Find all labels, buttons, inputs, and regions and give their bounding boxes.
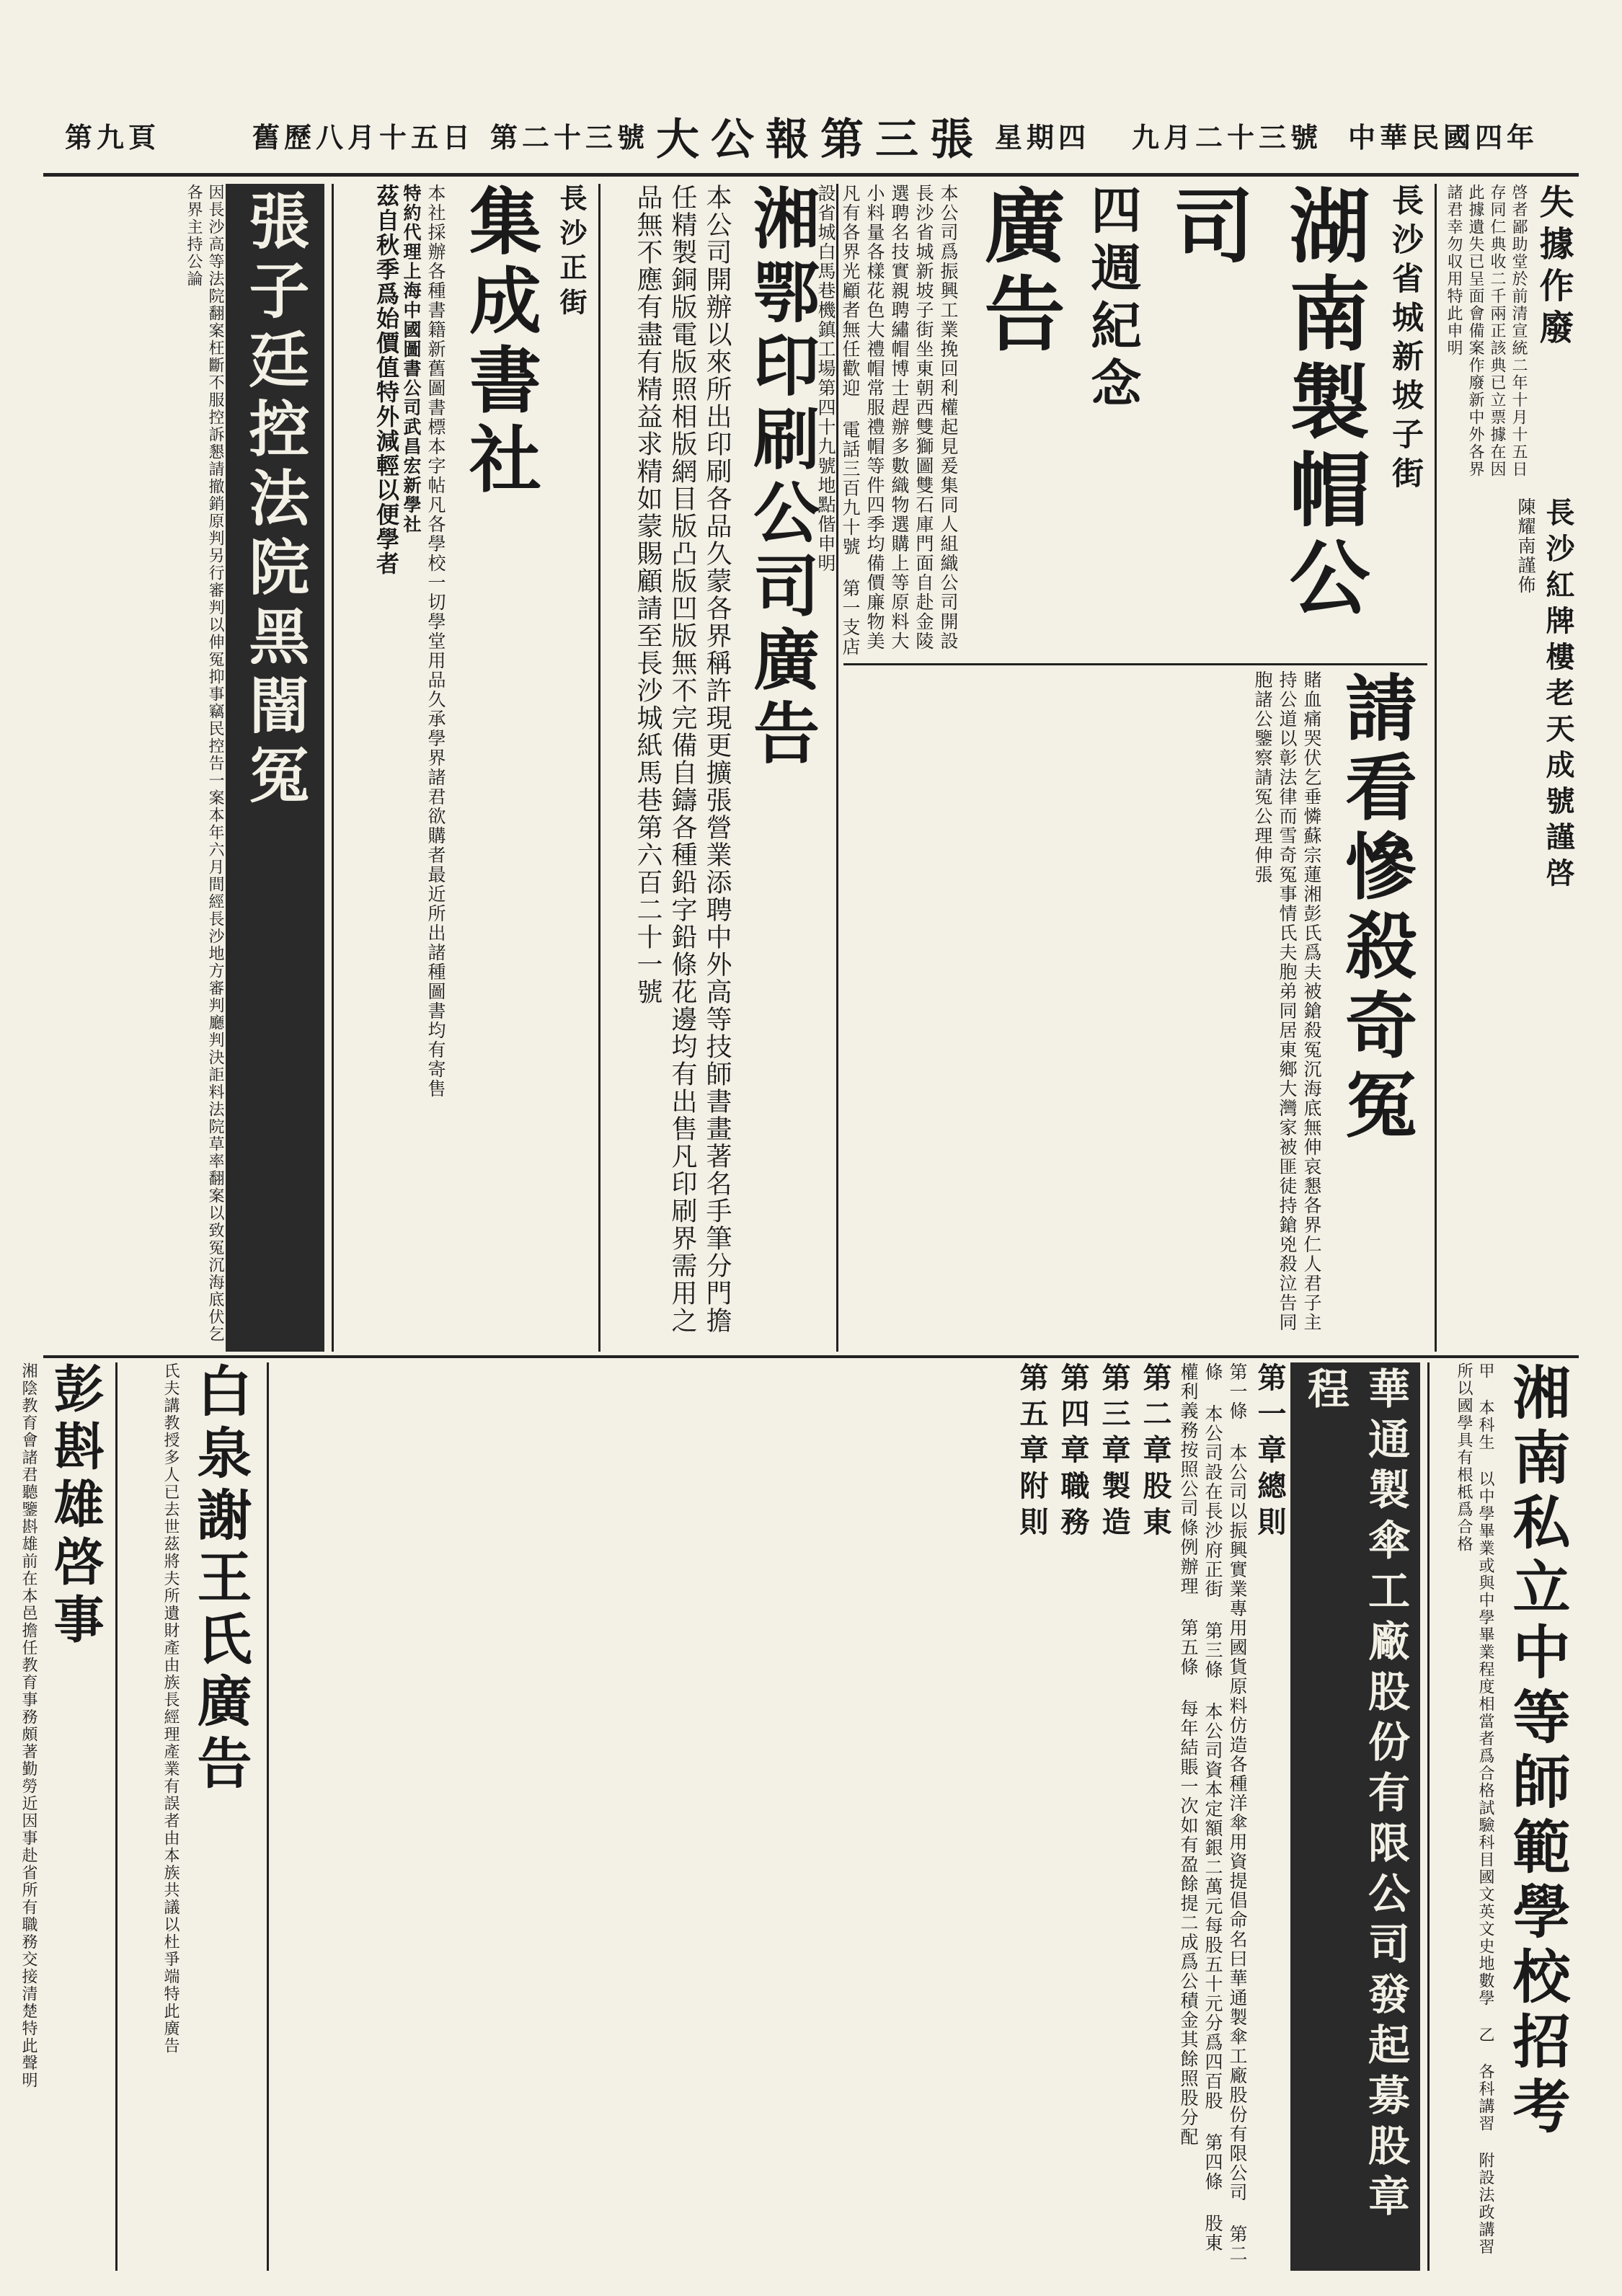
hat-anniv: 四週紀念 (1083, 184, 1143, 415)
date: 九月二十三號 (1132, 121, 1323, 154)
lunar-date: 舊歷八月十五日 (252, 121, 475, 154)
peng-notice (19, 1362, 112, 2271)
umbrella-body: 第一條 本公司以振興實業專用國貨原料仿造各種洋傘用資提倡命名曰華通製傘工廠股份有限公司 第二條 本公司設在長沙府正街 第三條 本公司資本定額銀二萬元每股五十元分爲四百股 第四條 股東權利義務按照公司條例辦理 第五條 每年結賬一次如有盈餘提二成爲公積金其餘照股分配 (1178, 1362, 1248, 2264)
divider-hat (843, 663, 1427, 665)
please-see-title: 請看慘殺奇冤 (1333, 670, 1418, 1146)
umbrella-ch3: 第三章製造 (1097, 1362, 1131, 1543)
lost-notice-body: 啓者鄙助堂於前清宣統二年十月十五日存同仁典收二千兩正該典已立票據在因此據遺失已呈面會備案作廢新中外各界諸君幸勿収用特此申明 (1445, 184, 1528, 478)
hat-ad-word: 廣告 (971, 184, 1065, 360)
printing-ad (606, 184, 829, 1352)
umbrella-ch1: 第一章總則 (1253, 1362, 1287, 1543)
middle-rule (43, 1355, 1579, 1358)
divider-lower-right (1427, 1362, 1430, 2271)
umbrella-ch4: 第四章職務 (1056, 1362, 1090, 1543)
umbrella-charter (274, 1362, 1420, 2271)
paper-name: 大公報第三張 (656, 115, 985, 165)
divider-right (1435, 184, 1437, 1352)
books-agents: 特約代理上海中國圖書公司武昌宏新學社 (401, 184, 422, 534)
umbrella-title: 華通製傘工廠股份有限公司發起募股章程 (1290, 1362, 1420, 2271)
umbrella-ch5: 第五章附則 (1015, 1362, 1049, 1543)
umbrella-ch2: 第二章股東 (1138, 1362, 1172, 1543)
header-rule (43, 173, 1579, 177)
please-see-ad (843, 670, 1427, 1348)
bai-notice-title: 白泉謝王氏廣告 (188, 1362, 252, 1796)
divider-lower-left (115, 1362, 118, 2271)
teacher-school-title: 湘南私立中等師範學校招考 (1503, 1362, 1571, 2141)
issue-number: 第二十三號 (490, 121, 650, 154)
books-note: 茲自秋季爲始價值特外減輕以便學者 (373, 184, 400, 576)
hat-company-body: 本公司爲振興工業挽回利權起見爰集同人組織公司開設長沙省城新坡子街坐東朝西雙獅圖雙石庫門面自赴金陵選聘名技實親聘繡帽博士趕辦多數織物選購上等原料大小料量各樣花色大禮帽常服禮帽等件四季均備價廉物美凡有各界光顧者無任歡迎 電話三百九十號 第一支店設省城白馬巷機鎮工場第四十九號地點偕申明 (815, 184, 959, 657)
please-see-body: 賭血痛哭伏乞垂憐蘇宗蓮湘彭氏爲夫被鎗殺冤沉海底無伸哀懇各界仁人君子主持公道以彰法律而雪奇冤事情氏夫胞弟同居東鄉大灣家被匪徒持鎗兇殺泣告同胞諸公鑒察請冤公理伸張 (1252, 670, 1322, 1332)
weekday: 星期四 (995, 121, 1091, 154)
shop-notice (1442, 497, 1579, 1334)
books-title: 集成書社 (457, 184, 542, 501)
divider-mid (836, 184, 838, 1352)
hat-location: 長沙省城新坡子街 (1386, 184, 1423, 495)
law-title: 張子廷控法院黑闇冤 (226, 184, 324, 1352)
masthead (65, 108, 1564, 166)
law-body: 因長沙高等法院翻案枉斷不服控訴懇請撤銷原判另行審判以伸冤抑事竊民控告一案本年六月間經長沙地方審判廳判決詎料法院草率翻案以致冤沉海底伏乞各界主持公論 (185, 184, 224, 1343)
peng-notice-body: 湘陰教育會諸君聽鑒斟雄前在本邑擔任教育事務頗著勤勞近因事赴省所有職務交接清楚特此聲明 (19, 1362, 37, 2089)
teacher-school-body: 甲 本科生 以中學畢業或與中學畢業程度相當者爲合格試驗科目國文英文史地數學 乙 各科講習 附設法政講習所以國學具有根柢爲合格 (1455, 1362, 1494, 2256)
law-ad (43, 184, 324, 1352)
bai-notice-body: 氏夫講教授多人已去世茲將夫所遺財產由族長經理產業有誤者由本族共議以杜爭端特此廣告 (161, 1362, 180, 2055)
shop-notice-title: 長沙紅牌樓老天成號謹啓 (1541, 497, 1575, 894)
divider-printing (598, 184, 601, 1352)
books-body: 本社採辦各種書籍新舊圖書標本字帖凡各學校一切學堂用品久承學界諸君欲購者最近所出諸種圖書均有寄售 (425, 184, 446, 1099)
teacher-school-ad (1435, 1362, 1579, 2271)
lost-notice-title: 失據作廢 (1533, 184, 1574, 351)
shop-notice-signer: 陳耀南謹佈 (1515, 497, 1536, 595)
hat-company-ad (815, 184, 1427, 660)
divider-books (332, 184, 334, 1352)
lost-notice (1445, 184, 1579, 494)
year: 中華民國四年 (1348, 121, 1539, 154)
books-ad (339, 184, 591, 1251)
books-location: 長沙正街 (555, 184, 588, 322)
bai-notice (123, 1362, 260, 2271)
printing-body: 本公司開辦以來所出印刷各品久蒙各界稱許現更擴張營業添聘中外高等技師書畫著名手筆分門擔任精製銅版電版照相版網目版凸版凹版無不完備自鑄各種鉛字鉛條花邊均有出售凡印刷界需用之品無不應有盡有精益求精如蒙賜顧請至長沙城紙馬巷第六百二十一號 (633, 184, 732, 1334)
divider-lower-mid (267, 1362, 269, 2271)
hat-company-title: 湖南製帽公司 (1160, 184, 1370, 624)
page-number: 第九頁 (65, 121, 161, 154)
printing-title: 湘鄂印刷公司廣告 (743, 184, 820, 772)
peng-notice-title: 彭斟雄啓事 (45, 1362, 105, 1651)
